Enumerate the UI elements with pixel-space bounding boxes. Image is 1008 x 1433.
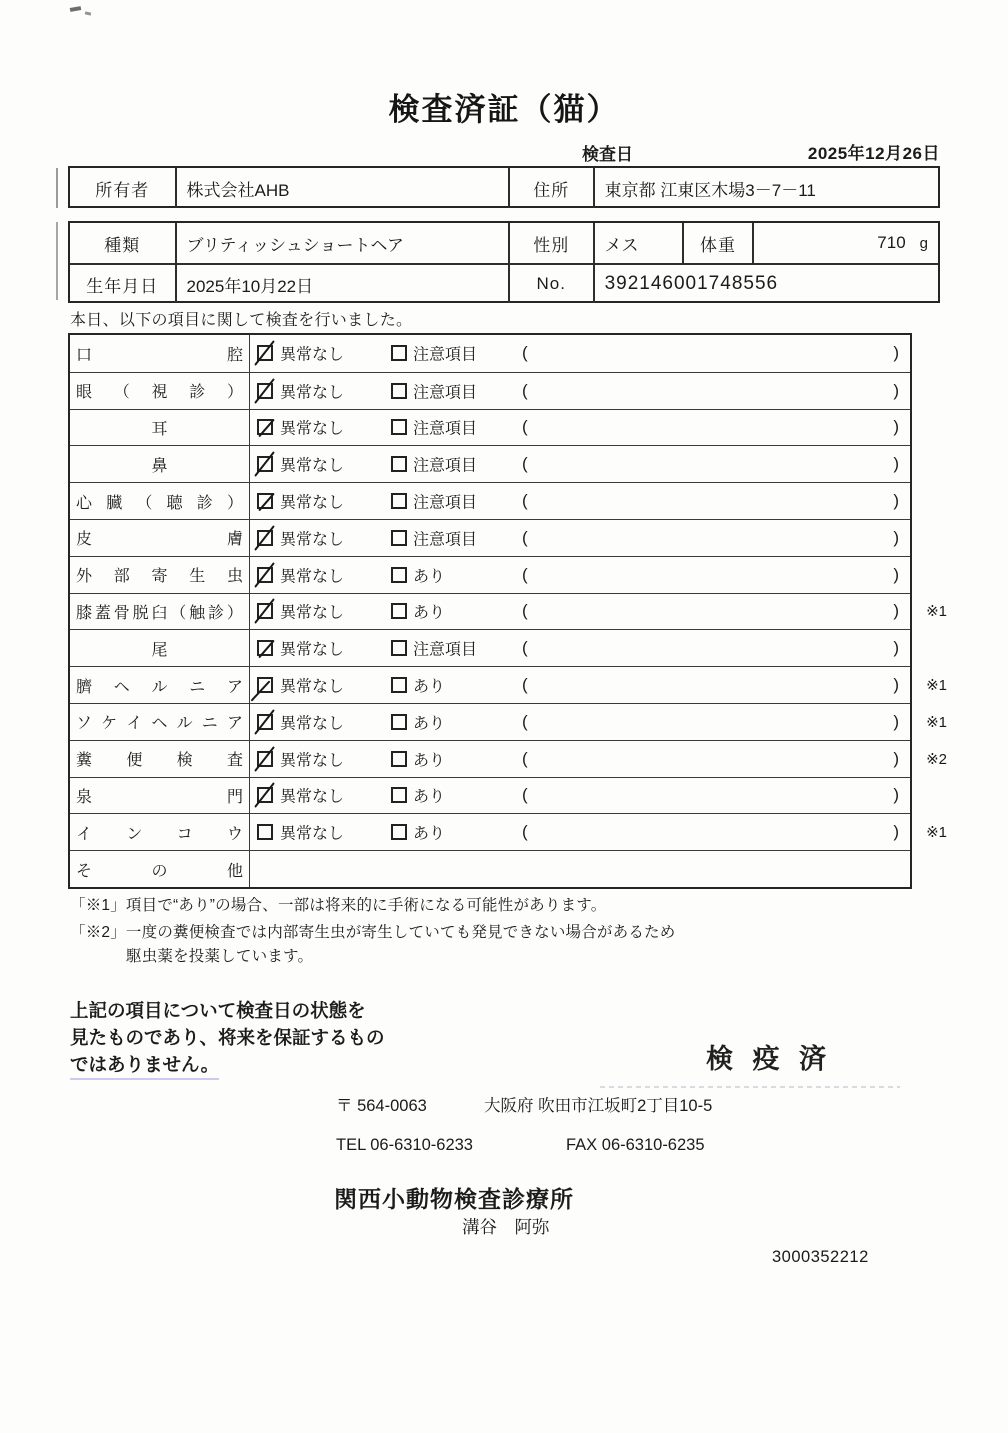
scan-speck	[85, 11, 92, 15]
checkbox-attention-or-present[interactable]	[391, 567, 407, 583]
breed-label: 種類	[70, 223, 177, 263]
exam-statement: 本日、以下の項目に関して検査を行いました。	[70, 312, 413, 329]
exam-item-label: 鼻	[70, 446, 250, 482]
checkbox-attention-or-present[interactable]	[391, 419, 407, 435]
option-label-attention-or-present: 注意項目	[413, 641, 478, 659]
birthdate-value: 2025年10月22日	[177, 265, 510, 303]
option-label-no-abnormality: 異常なし	[280, 641, 345, 659]
clinic-address: 大阪府 吹田市江坂町2丁目10-5	[484, 1097, 713, 1115]
exam-item-content	[250, 446, 910, 482]
checkbox-no-abnormality[interactable]	[257, 530, 273, 546]
disclaimer-line-2: 見たものであり、将来を保証するもの	[70, 1027, 385, 1048]
exam-date-label: 検査日	[582, 145, 633, 164]
option-label-no-abnormality: 異常なし	[280, 752, 345, 770]
checkbox-attention-or-present[interactable]	[391, 824, 407, 840]
paren-close: )	[893, 417, 899, 437]
paren-open: (	[522, 822, 528, 842]
quarantine-stamp: 検 疫 済	[706, 1044, 833, 1074]
clinic-name: 関西小動物検査診療所	[334, 1186, 574, 1212]
option-label-attention-or-present: あり	[413, 604, 446, 622]
exam-item-content	[250, 594, 947, 630]
paren-close: )	[893, 638, 899, 658]
exam-item-label: そ の 他	[70, 851, 250, 887]
exam-item-label: 糞 便 検 査	[70, 741, 250, 777]
breed-row	[70, 223, 938, 263]
option-label-no-abnormality: 異常なし	[280, 457, 345, 475]
paren-close: )	[893, 748, 899, 768]
option-label-no-abnormality: 異常なし	[280, 494, 345, 512]
owner-row	[70, 168, 938, 208]
checkbox-no-abnormality[interactable]	[257, 419, 273, 435]
option-label-attention-or-present: 注意項目	[413, 494, 478, 512]
serial-number: 3000352212	[772, 1248, 869, 1266]
owner-value: 株式会社AHB	[177, 168, 510, 208]
exam-item-content	[250, 557, 910, 593]
disclaimer-text	[70, 997, 385, 1080]
paren-close: )	[893, 822, 899, 842]
weight-label: 体重	[684, 223, 754, 263]
exam-item-label: 眼 （ 視 診 ）	[70, 373, 250, 409]
paren-close: )	[893, 785, 899, 805]
paren-open: (	[522, 601, 528, 621]
exam-row	[70, 740, 947, 777]
paren-close: )	[893, 601, 899, 621]
exam-item-label: 臍 ヘ ル ニ ア	[70, 667, 250, 703]
exam-row	[70, 666, 947, 703]
option-label-no-abnormality: 異常なし	[280, 715, 345, 733]
checkbox-no-abnormality[interactable]	[257, 567, 273, 583]
exam-row	[70, 703, 947, 740]
exam-item-content	[250, 520, 910, 556]
exam-item-label: 耳	[70, 410, 250, 446]
option-label-attention-or-present: 注意項目	[413, 457, 478, 475]
option-label-attention-or-present: 注意項目	[413, 531, 478, 549]
exam-row	[70, 850, 910, 887]
exam-item-content	[250, 778, 910, 814]
breed-value: ブリティッシュショートヘア	[177, 223, 510, 263]
scan-speck	[70, 6, 82, 12]
footnote-marker: ※1	[926, 603, 947, 621]
disclaimer-line-1: 上記の項目について検査日の状態を	[70, 1000, 366, 1021]
paren-open: (	[522, 675, 528, 695]
paren-close: )	[893, 343, 899, 363]
exam-item-content	[250, 410, 910, 446]
checkbox-attention-or-present[interactable]	[391, 640, 407, 656]
checkbox-no-abnormality[interactable]	[257, 640, 273, 656]
option-label-no-abnormality: 異常なし	[280, 678, 345, 696]
footnote-marker: ※2	[926, 750, 947, 768]
checkbox-attention-or-present[interactable]	[391, 530, 407, 546]
exam-row	[70, 409, 910, 446]
exam-row	[70, 593, 947, 630]
exam-date-value: 2025年12月26日	[807, 144, 940, 163]
birth-row	[70, 263, 938, 303]
exam-row	[70, 335, 910, 372]
checkbox-no-abnormality[interactable]	[257, 493, 273, 509]
clinic-tel: TEL 06-6310-6233	[336, 1136, 473, 1154]
paren-close: )	[893, 675, 899, 695]
exam-item-label: 膝 蓋 骨 脱 臼 （ 触 診 ）	[70, 594, 250, 630]
exam-row	[70, 777, 910, 814]
checkbox-no-abnormality[interactable]	[257, 787, 273, 803]
option-label-attention-or-present: 注意項目	[413, 384, 478, 402]
exam-item-label: ソ ケ イ ヘ ル ニ ア	[70, 704, 250, 740]
disclaimer-line-3: ではありません。	[70, 1051, 219, 1080]
examiner-name: 溝谷 阿弥	[462, 1217, 550, 1237]
paren-close: )	[893, 711, 899, 731]
option-label-no-abnormality: 異常なし	[280, 384, 345, 402]
exam-row	[70, 813, 947, 850]
checkbox-attention-or-present[interactable]	[391, 456, 407, 472]
exam-item-content	[250, 814, 947, 850]
footnote-marker: ※1	[926, 824, 947, 842]
paren-open: (	[522, 748, 528, 768]
exam-row	[70, 372, 910, 409]
paren-open: (	[522, 711, 528, 731]
checkbox-attention-or-present[interactable]	[391, 603, 407, 619]
checkbox-attention-or-present[interactable]	[391, 383, 407, 399]
microchip-no-label: No.	[510, 265, 595, 303]
scan-edge-line	[56, 168, 58, 208]
birthdate-label: 生年月日	[70, 265, 177, 303]
exam-item-content	[250, 373, 910, 409]
checkbox-no-abnormality[interactable]	[257, 677, 273, 693]
paren-close: )	[893, 491, 899, 511]
owner-table	[68, 166, 940, 208]
sex-value: メス	[595, 223, 685, 263]
exam-item-content	[250, 704, 947, 740]
exam-item-content	[250, 335, 910, 372]
paren-open: (	[522, 564, 528, 584]
animal-table	[68, 221, 940, 303]
sex-label: 性別	[510, 223, 595, 263]
exam-item-content	[250, 483, 910, 519]
clinic-fax: FAX 06-6310-6235	[566, 1136, 705, 1154]
checkbox-no-abnormality[interactable]	[257, 456, 273, 472]
footnote-3: 駆虫薬を投薬しています。	[126, 948, 314, 965]
checkbox-attention-or-present[interactable]	[391, 751, 407, 767]
paren-open: (	[522, 343, 528, 363]
option-label-no-abnormality: 異常なし	[280, 531, 345, 549]
option-label-attention-or-present: 注意項目	[413, 346, 478, 364]
address-label: 住所	[510, 168, 595, 208]
exam-item-label: 泉 門	[70, 778, 250, 814]
option-label-no-abnormality: 異常なし	[280, 420, 345, 438]
option-label-attention-or-present: あり	[413, 715, 446, 733]
address-value: 東京都 江東区木場3－7－11	[604, 180, 816, 200]
clinic-postal-code: 〒 564-0063	[336, 1097, 427, 1115]
exam-row	[70, 556, 910, 593]
option-label-attention-or-present: あり	[413, 825, 446, 843]
option-label-no-abnormality: 異常なし	[280, 788, 345, 806]
option-label-attention-or-present: 注意項目	[413, 420, 478, 438]
option-label-no-abnormality: 異常なし	[280, 604, 345, 622]
checkbox-no-abnormality[interactable]	[257, 824, 273, 840]
checkbox-attention-or-present[interactable]	[391, 787, 407, 803]
option-label-no-abnormality: 異常なし	[280, 346, 345, 364]
exam-item-content	[250, 630, 910, 666]
exam-row	[70, 629, 910, 666]
checkbox-attention-or-present[interactable]	[391, 677, 407, 693]
checkbox-attention-or-present[interactable]	[391, 714, 407, 730]
paren-open: (	[522, 638, 528, 658]
scan-faint-line	[600, 1086, 900, 1088]
checkbox-no-abnormality[interactable]	[257, 714, 273, 730]
owner-label: 所有者	[70, 168, 177, 208]
weight-value: 710	[877, 233, 906, 252]
paren-open: (	[522, 491, 528, 511]
exam-item-label: 外 部 寄 生 虫	[70, 557, 250, 593]
exam-item-content	[250, 667, 947, 703]
checkbox-no-abnormality[interactable]	[257, 603, 273, 619]
checkbox-attention-or-present[interactable]	[391, 493, 407, 509]
paren-close: )	[893, 527, 899, 547]
weight-unit: g	[919, 234, 928, 252]
paren-open: (	[522, 454, 528, 474]
exam-row	[70, 519, 910, 556]
option-label-attention-or-present: あり	[413, 568, 446, 586]
exam-table	[68, 333, 947, 889]
exam-item-label: イ ン コ ウ	[70, 814, 250, 850]
footnote-2: 「※2」一度の糞便検査では内部寄生虫が寄生していても発見できない場合があるため	[70, 924, 676, 941]
exam-row	[70, 445, 910, 482]
exam-item-label: 尾	[70, 630, 250, 666]
checkbox-no-abnormality[interactable]	[257, 751, 273, 767]
scan-edge-line	[56, 222, 58, 300]
exam-item-content	[250, 741, 947, 777]
paren-open: (	[522, 417, 528, 437]
footnote-1: 「※1」項目で“あり”の場合、一部は将来的に手術になる可能性があります。	[70, 897, 607, 914]
paren-close: )	[893, 380, 899, 400]
option-label-attention-or-present: あり	[413, 752, 446, 770]
footnote-marker: ※1	[926, 677, 947, 695]
paren-open: (	[522, 380, 528, 400]
option-label-no-abnormality: 異常なし	[280, 568, 345, 586]
paren-close: )	[893, 454, 899, 474]
option-label-no-abnormality: 異常なし	[280, 825, 345, 843]
weight-value-cell	[754, 223, 938, 263]
exam-item-label: 心 臓 （ 聴 診 ）	[70, 483, 250, 519]
page-title: 検査済証（猫）	[388, 92, 620, 127]
option-label-attention-or-present: あり	[413, 678, 446, 696]
exam-item-label: 皮 膚	[70, 520, 250, 556]
checkbox-attention-or-present[interactable]	[391, 345, 407, 361]
exam-item-label: 口 腔	[70, 335, 250, 372]
exam-row	[70, 482, 910, 519]
microchip-no-value: 392146001748556	[604, 273, 779, 294]
exam-table-body	[70, 335, 947, 887]
option-label-attention-or-present: あり	[413, 788, 446, 806]
paren-open: (	[522, 527, 528, 547]
footnote-marker: ※1	[926, 713, 947, 731]
paren-open: (	[522, 785, 528, 805]
paren-close: )	[893, 564, 899, 584]
exam-item-content	[250, 851, 910, 887]
checkbox-no-abnormality[interactable]	[257, 345, 273, 361]
checkbox-no-abnormality[interactable]	[257, 383, 273, 399]
